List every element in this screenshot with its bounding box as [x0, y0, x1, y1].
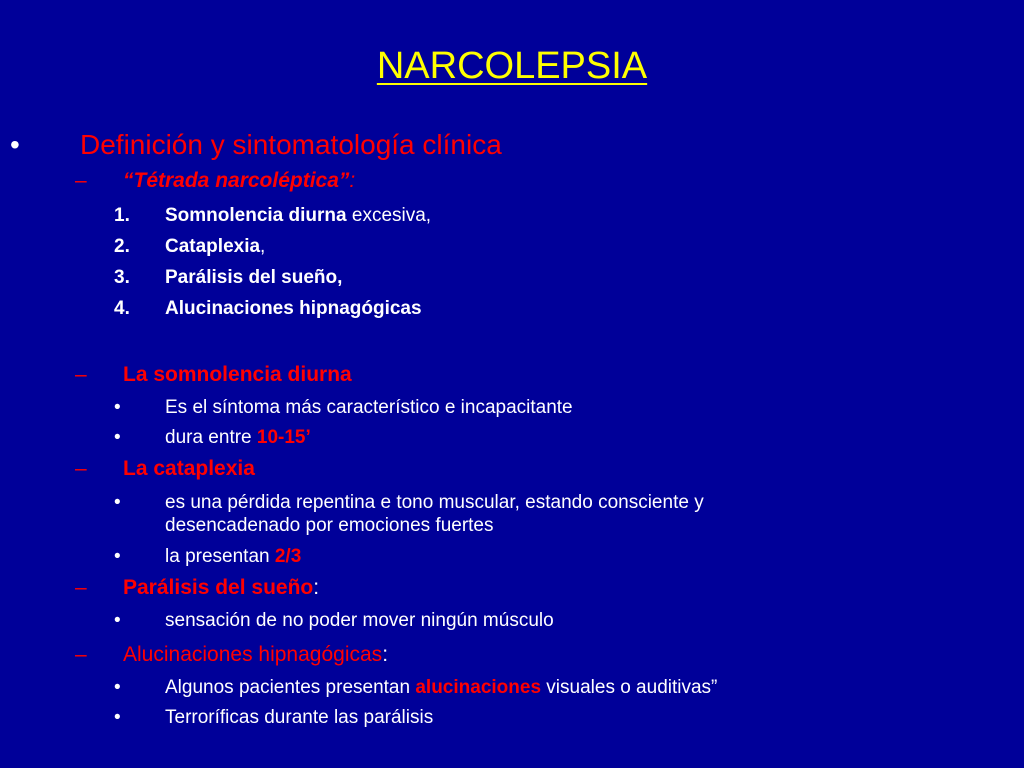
list-number: 4.	[114, 298, 130, 319]
bullet-text: dura entre 10-15’	[165, 427, 311, 448]
bullet-marker: •	[114, 546, 121, 567]
bullet-text: sensación de no poder mover ningún músculo	[165, 610, 554, 631]
bullet-marker: •	[114, 610, 121, 631]
dash-marker: –	[75, 457, 87, 480]
dash-marker: –	[75, 363, 87, 386]
slide-title: NARCOLEPSIA	[376, 45, 648, 87]
bullet-marker: •	[10, 129, 20, 160]
bullet-marker: •	[114, 677, 121, 698]
list-item: Parálisis del sueño,	[165, 267, 343, 288]
list-item: Cataplexia,	[165, 236, 266, 257]
dash-marker: –	[75, 576, 87, 599]
dash-marker: –	[75, 169, 87, 192]
bullet-text: es una pérdida repentina e tono muscular, estando consciente y	[165, 492, 704, 513]
bullet-text: Terroríficas durante las parálisis	[165, 707, 434, 728]
list-number: 2.	[114, 236, 130, 257]
subheading-somnolencia: La somnolencia diurna	[123, 363, 352, 386]
bullet-marker: •	[114, 397, 121, 418]
list-number: 1.	[114, 205, 130, 226]
subheading-cataplexia: La cataplexia	[123, 457, 255, 480]
dash-marker: –	[75, 643, 87, 666]
list-item: Alucinaciones hipnagógicas	[165, 298, 422, 319]
bullet-text-continued: desencadenado por emociones fuertes	[165, 515, 494, 536]
bullet-text: Algunos pacientes presentan alucinaciones visuales o auditivas”	[165, 677, 718, 698]
section-heading: Definición y sintomatología clínica	[80, 129, 502, 160]
bullet-text: la presentan 2/3	[165, 546, 302, 567]
bullet-marker: •	[114, 492, 121, 513]
subheading-alucinaciones: Alucinaciones hipnagógicas:	[123, 643, 389, 666]
subheading-paralisis: Parálisis del sueño:	[123, 576, 320, 599]
tetrada-heading: “Tétrada narcoléptica”:	[123, 169, 356, 192]
bullet-marker: •	[114, 707, 121, 728]
list-item: Somnolencia diurna excesiva,	[165, 205, 432, 226]
list-number: 3.	[114, 267, 130, 288]
bullet-text: Es el síntoma más característico e incapacitante	[165, 397, 573, 418]
bullet-marker: •	[114, 427, 121, 448]
